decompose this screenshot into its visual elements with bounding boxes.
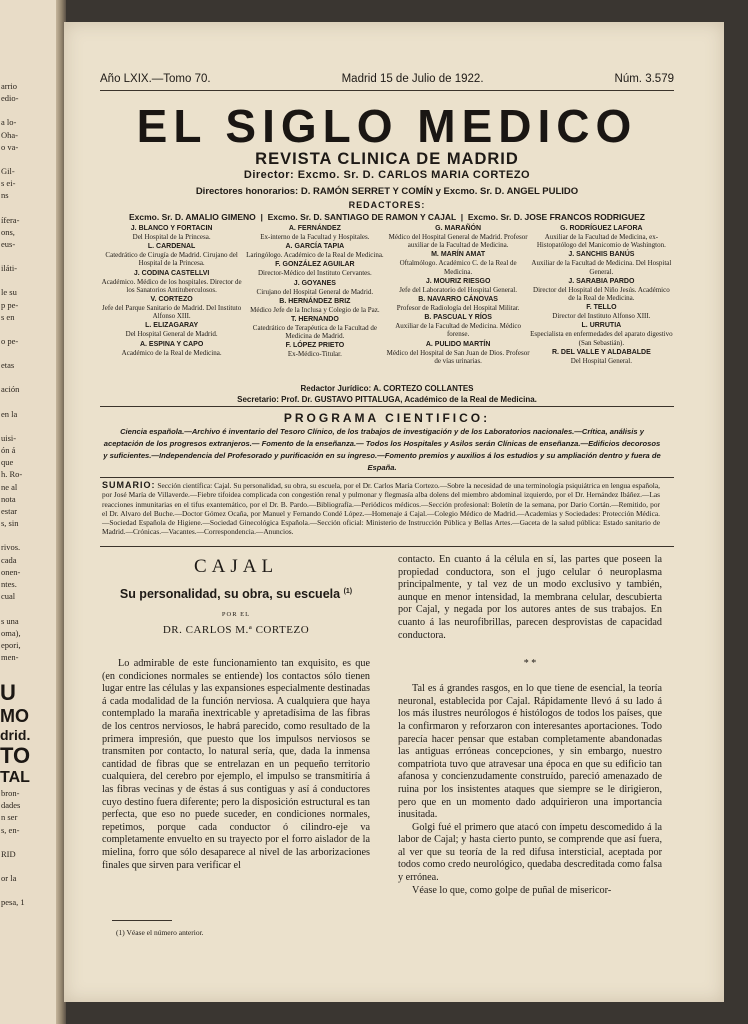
staff-role: Oftalmólogo. Académico C. de la Real de Medicina.: [399, 259, 517, 276]
staff-name: L. ELIZAGARAY: [145, 322, 199, 330]
article-title: CAJAL: [193, 556, 279, 577]
ad-text: or la: [1, 873, 17, 884]
article-paragraph: contacto. En cuanto á la célula en sí, las partes que poseen la propiedad conductora, son el jugo celular ó neuroplasma principalmente, y tal vez de un modo exclusivo y también, aunque en menor intensidad, la membrana celular, descubierta por Cajal, y negada por los autores antes de sus trabajos. En cuanto á las neurofibrillas, parecen desprovistas de capacidad conductora.: [398, 554, 662, 641]
fragment-line: [0, 371, 62, 383]
article-paragraph: Golgi fué el primero que atacó con ímpetu descomedido á la labor de Cajal; y hasta cierto punto, se comprende que así fuera, al ver que su teoría de la red difusa intersticial, aceptada por todos como credo neurológico, quedaba descreditada como falsa y errónea.: [398, 821, 662, 884]
staff-role: Laringólogo. Académico de la Real de Medicina.: [246, 251, 384, 260]
staff-role: Catedrático de Terapéutica de la Facultad de Medicina de Madrid.: [252, 324, 377, 341]
staff-role: Auxiliar de la Facultad de Medicina, ex-Histopatólogo del Manicomio de Washington.: [536, 233, 666, 250]
director-line: Director: Excmo. Sr. D. CARLOS MARIA CORTEZO: [243, 169, 531, 181]
staff-role: Académico. Médico de los hospitales. Director de los Sanatorios Antituberculosos.: [101, 277, 242, 294]
fragment-line: [0, 603, 62, 615]
staff-role: Jefe del Laboratorio del Hospital General.: [399, 285, 518, 294]
previous-page-text: [0, 0, 62, 663]
staff-role: Director del Instituto Alfonso XIII.: [552, 312, 651, 321]
fragment-line: ntes.: [1, 579, 17, 590]
fragment-line: men-: [1, 652, 19, 663]
staff-role: Especialista en enfermedades del aparato digestivo (San Sebastián).: [530, 330, 673, 347]
fragment-line: epori,: [1, 639, 21, 650]
staff-role: Médico del Hospital General de Madrid. Profesor auxiliar de la Facultad de Medicina.: [388, 233, 528, 250]
staff-name: L. CARDENAL: [147, 243, 196, 251]
summary: [102, 481, 660, 537]
staff-name: A. FERNÁNDEZ: [288, 225, 341, 232]
rule: [100, 546, 674, 547]
summary-label: SUMARIO:: [102, 480, 156, 490]
legal-editor: Redactor Jurídico: A. CORTEZO COLLANTES: [300, 384, 474, 393]
staff-name: B. PASCUAL Y RÍOS: [424, 314, 492, 322]
ad-heading: TAL: [0, 769, 30, 786]
fragment-line: ne al: [1, 481, 18, 492]
masthead-title: EL SIGLO MEDICO: [136, 100, 638, 152]
staff-role: Del Hospital de la Princesa.: [132, 233, 211, 241]
rule: [100, 406, 674, 407]
ad-heading: drid.: [0, 727, 31, 743]
staff-name: L. URRUTIA: [581, 322, 622, 330]
fragment-line: estar: [1, 506, 18, 517]
honorary-directors: Directores honorarios: D. RAMÓN SERRET Y COMÍN y Excmo. Sr. D. ANGEL PULIDO: [195, 186, 579, 197]
staff-name: T. HERNANDO: [290, 316, 339, 324]
fragment-line: cual: [1, 591, 16, 602]
masthead-info: [100, 73, 674, 85]
ad-text: s, en-: [1, 824, 20, 835]
fragment-line: le su: [1, 287, 17, 298]
ad-text: bron-: [1, 788, 20, 798]
ad-text: dades: [1, 800, 21, 811]
summary-text: Sección científica: Cajal. Su personalidad, su obra, su escuela, por el Dr. Carlos María Cortezo.—Sobre la necesidad de una terminología psiquiátrica en lengua española, por José María de Villaverde.—Fiebre tifoidea complicada con congestión renal y pulmonar y flegmasía alba dolens del miembro abdominal izquierdo, por el Dr. Hernández Ibáñez.—Las reacciones inmunitarias en el tifus exantemático, por el Dr. B. Pardo.—Bibliografía.—Periódicos médicos.—Sección profesional: Boletín de la semana, por Dario Cortán.—Remitido, por el Dr. Alvaro del Buche.—Doctor Gómez Ocaña, por Manuel y Fernando Condé López.—Homenaje á Cajal.—Colegio Médico de Madrid.—Academias y Sociedades: Protección Médica.—Sociedad Española de Higiene.—Sociedad Ginecológica Española.—Sección oficial: Ministerio de Instrucción Pública y Bellas Artes.—Gaceta de la salud pública: Estado sanitario de Madrid.—Crónicas.—Vacantes.—Correspondencia.—Anuncios.: [102, 481, 660, 537]
staff-role: Director del Hospital del Niño Jesús. Académico de la Real de Medicina.: [533, 285, 670, 303]
fragment-line: ons,: [1, 226, 15, 237]
fragment-line: cada: [1, 554, 17, 565]
section-break: * *: [523, 658, 537, 670]
staff-name: J. CODINA CASTELLVI: [133, 269, 210, 277]
editorial-staff: [100, 224, 673, 366]
fragment-line: ns: [1, 190, 9, 201]
header-rule: [100, 90, 674, 91]
footnote-rule: [112, 920, 172, 921]
fragment-line: edio-: [1, 93, 19, 104]
fragment-line: onen-: [1, 566, 21, 577]
fragment-line: [0, 323, 62, 335]
staff-name: J. GOYANES: [293, 279, 336, 287]
senior-editors: Excmo. Sr. D. AMALIO GIMENO | Excmo. Sr. D. SANTIAGO DE RAMON Y CAJAL | Excmo. Sr. D. JOSE FRANCOS RODRIGUEZ: [129, 212, 645, 222]
staff-column: [243, 224, 386, 366]
staff-name: J. BLANCO Y FORTACIN: [130, 225, 213, 232]
staff-role: Cirujano del Hospital General de Madrid.: [256, 287, 374, 296]
masthead-subtitle: REVISTA CLINICA DE MADRID: [255, 150, 519, 168]
staff-column: [100, 224, 243, 366]
fragment-line: etas: [1, 360, 15, 371]
fragment-line: [0, 104, 62, 116]
fragment-line: s en: [1, 311, 15, 322]
fragment-line: que: [1, 457, 14, 468]
fragment-line: Oha-: [1, 129, 18, 140]
fragment-line: o va-: [1, 141, 19, 152]
staff-role: Profesor de Radiología del Hospital Militar.: [396, 304, 520, 313]
newspaper-page: [64, 22, 724, 1002]
staff-role: Director-Médico del Instituto Cervantes.: [257, 269, 372, 278]
fragment-line: rivos.: [1, 542, 21, 553]
ad-text: n ser: [1, 812, 18, 823]
program-text: Ciencia española.—Archivo é inventario del Tesoro Clínico, de los trabajos de investigación y de los Laboratorios nacionales.—Crítica, análisis y aceptación de los progresos extranjeros.— Fomento de la enseñanza.— Todos los Hospitales y Asilos serán Clínicas de enseñanza.—Edificios decorosos y suficientes.—Independencia del Profesorado y purificación en su ingreso.—Fomento premios y auxilios á los estudios y su ampliación dentro y fuera de España.: [103, 427, 661, 472]
fragment-line: iláti-: [1, 263, 18, 274]
rule: [100, 477, 674, 478]
fragment-line: s ei-: [1, 178, 16, 189]
staff-role: Médico Jefe de la Inclusa y Colegio de la Paz.: [250, 305, 380, 314]
ad-text: [0, 836, 62, 848]
staff-name: F. LÓPEZ PRIETO: [285, 342, 345, 350]
byline-prefix: POR EL: [221, 611, 251, 618]
fragment-line: [0, 529, 62, 541]
fragment-line: s una: [1, 615, 19, 626]
previous-page-fragment: [0, 0, 62, 1024]
staff-name: V. CORTEZO: [150, 296, 193, 304]
staff-name: A. GARCÍA TAPIA: [285, 243, 345, 251]
fragment-line: ífera-: [1, 214, 20, 225]
article-author: DR. CARLOS M.ª CORTEZO: [162, 624, 310, 636]
fragment-line: ación: [1, 384, 20, 395]
fragment-line: [0, 396, 62, 408]
staff-name: M. MARÍN AMAT: [431, 251, 486, 259]
staff-role: Académico de la Real de Medicina.: [121, 348, 222, 357]
fragment-line: h. Ro-: [1, 469, 23, 480]
staff-name: J. SANCHIS BANÚS: [568, 251, 635, 259]
staff-column: [387, 224, 530, 366]
staff-role: Médico del Hospital de San Juan de Dios. Profesor de vías urinarias.: [386, 348, 530, 365]
staff-name: G. RODRÍGUEZ LAFORA: [560, 225, 643, 232]
staff-role: Jefe del Parque Sanitario de Madrid. Del Instituto Alfonso XIII.: [102, 304, 242, 321]
year-volume: Año LXIX.—Tomo 70.: [100, 73, 211, 85]
secretary: Secretario: Prof. Dr. GUSTAVO PITTALUGA, Académico de la Real de Medicina.: [237, 395, 537, 404]
article-paragraph: Lo admirable de este funcionamiento tan exquisito, es que (en condiciones normales se entiende) los contactos sólo tienen lugar entre las células y las expansiones especialmente destinadas á cada modalidad de la función nerviosa. A cualquiera que haya contemplado la maraña inextricable y apretadísima de las fibras de los centros nerviosos, le habrá parecido, como resultado de la primera impresión, que puesto que los impulsos nerviosos se transmiten por contacto, lo natural sería, que, dada la inmensa cantidad de fibras que se entrelazan en un pequeño territorio cualquiera, del cerebro por ejemplo, el impulso se transmitiría á las fibras vecinas y de éstas á sus contiguas y así á conductores cuyo destino fuera diferente; pero la disposición estructural es tan perfecta, que eso no puede suceder, en condiciones normales, repetimos, porque cada conductor ó cilindro-eje va completamente envuelto en su trayecto por el forro aislador de la mielina, forro que sólo desaparece al nivel de las arborizaciones finales que sirven para verificar el: [102, 658, 370, 871]
article-right-column: [398, 554, 662, 897]
fragment-line: [0, 347, 62, 359]
staff-name: F. GONZÁLEZ AGUILAR: [275, 261, 355, 269]
program-title: PROGRAMA CIENTIFICO:: [283, 411, 491, 425]
staff-name: B. NAVARRO CÁNOVAS: [418, 296, 498, 304]
fragment-line: [0, 153, 62, 165]
staff-name: G. MARAÑÓN: [435, 225, 482, 232]
issue-number: Núm. 3.579: [614, 73, 674, 85]
ad-heading: U: [0, 680, 16, 705]
fragment-line: ón á: [1, 445, 16, 456]
staff-role: Auxiliar de la Facultad de Medicina. Médico forense.: [395, 322, 521, 339]
fragment-line: o pe-: [1, 336, 19, 347]
footnote: (1) Véase el número anterior.: [116, 928, 204, 937]
ad-heading: MO: [0, 706, 29, 726]
article-paragraph: Tal es á grandes rasgos, en lo que tiene de esencial, la teoría neuronal, establecida por Cajal. Rápidamente llevó á su lado á los más ilustres neurólogos é histólogos de todos los países, que la confirmaron y reforzaron con interesantes aportaciones. Todo parecía hacer pensar que estaban completamente abandonadas las antiguas erróneas concepciones, y sin embargo, nuestro compatriota tuvo que atravesar una época en que su edificio tan afanosa y concienzudamente construído, pareció amenazado de ruina por los insistentes ataques que siempre se le dirigieron, pero que en un momento dado adquirieron una importancia inusitada.: [398, 683, 662, 821]
previous-page-ad: [0, 680, 62, 908]
staff-role: Ex-Médico-Titular.: [287, 350, 342, 359]
fragment-line: en la: [1, 408, 18, 419]
fragment-line: [0, 274, 62, 286]
staff-role: Del Hospital General.: [570, 356, 632, 365]
article-subtitle: Su personalidad, su obra, su escuela $^{(1)}$: [119, 587, 353, 601]
issue-date: Madrid 15 de Julio de 1922.: [341, 73, 484, 85]
staff-column: [530, 224, 673, 366]
fragment-line: [0, 420, 62, 432]
fragment-line: eus-: [1, 239, 16, 250]
fragment-line: s, sin: [1, 518, 19, 529]
fragment-line: p pe-: [1, 299, 19, 310]
staff-name: R. DEL VALLE Y ALDABALDE: [551, 348, 651, 356]
staff-name: J. MOURIZ RIESGO: [425, 277, 491, 285]
ad-text: pesa, 1: [1, 897, 25, 908]
staff-name: J. SARABIA PARDO: [568, 277, 635, 285]
staff-role: Catedrático de Cirugía de Madrid. Cirujano del Hospital de la Princesa.: [105, 251, 238, 268]
fragment-line: [0, 250, 62, 262]
article-paragraph: Véase lo que, como golpe de puñal de misericor-: [412, 884, 612, 896]
fragment-line: oma),: [1, 627, 21, 638]
fragment-line: [0, 202, 62, 214]
fragment-line: uisi-: [1, 432, 17, 443]
redactores-label: REDACTORES:: [348, 200, 426, 210]
staff-role: Auxiliar de la Facultad de Medicina. Del Hospital General.: [531, 259, 672, 276]
staff-role: Del Hospital General de Madrid.: [125, 330, 218, 339]
fragment-line: nota: [1, 493, 16, 504]
ad-text: [0, 884, 62, 896]
staff-role: Ex-interno de la Facultad y Hospitales.: [260, 233, 370, 241]
staff-name: B. HERNÁNDEZ BRIZ: [279, 297, 351, 305]
staff-name: A. PULIDO MARTÍN: [425, 340, 491, 348]
fragment-line: arrio: [1, 81, 18, 91]
article-left-column: [102, 552, 370, 872]
staff-name: F. TELLO: [586, 304, 617, 312]
ad-text: [0, 860, 62, 872]
ad-text: RID: [1, 848, 16, 859]
staff-name: A. ESPINA Y CAPO: [139, 340, 204, 348]
ad-heading: TO: [0, 743, 31, 768]
fragment-line: a lo-: [1, 117, 17, 128]
fragment-line: Gil-: [1, 166, 15, 177]
